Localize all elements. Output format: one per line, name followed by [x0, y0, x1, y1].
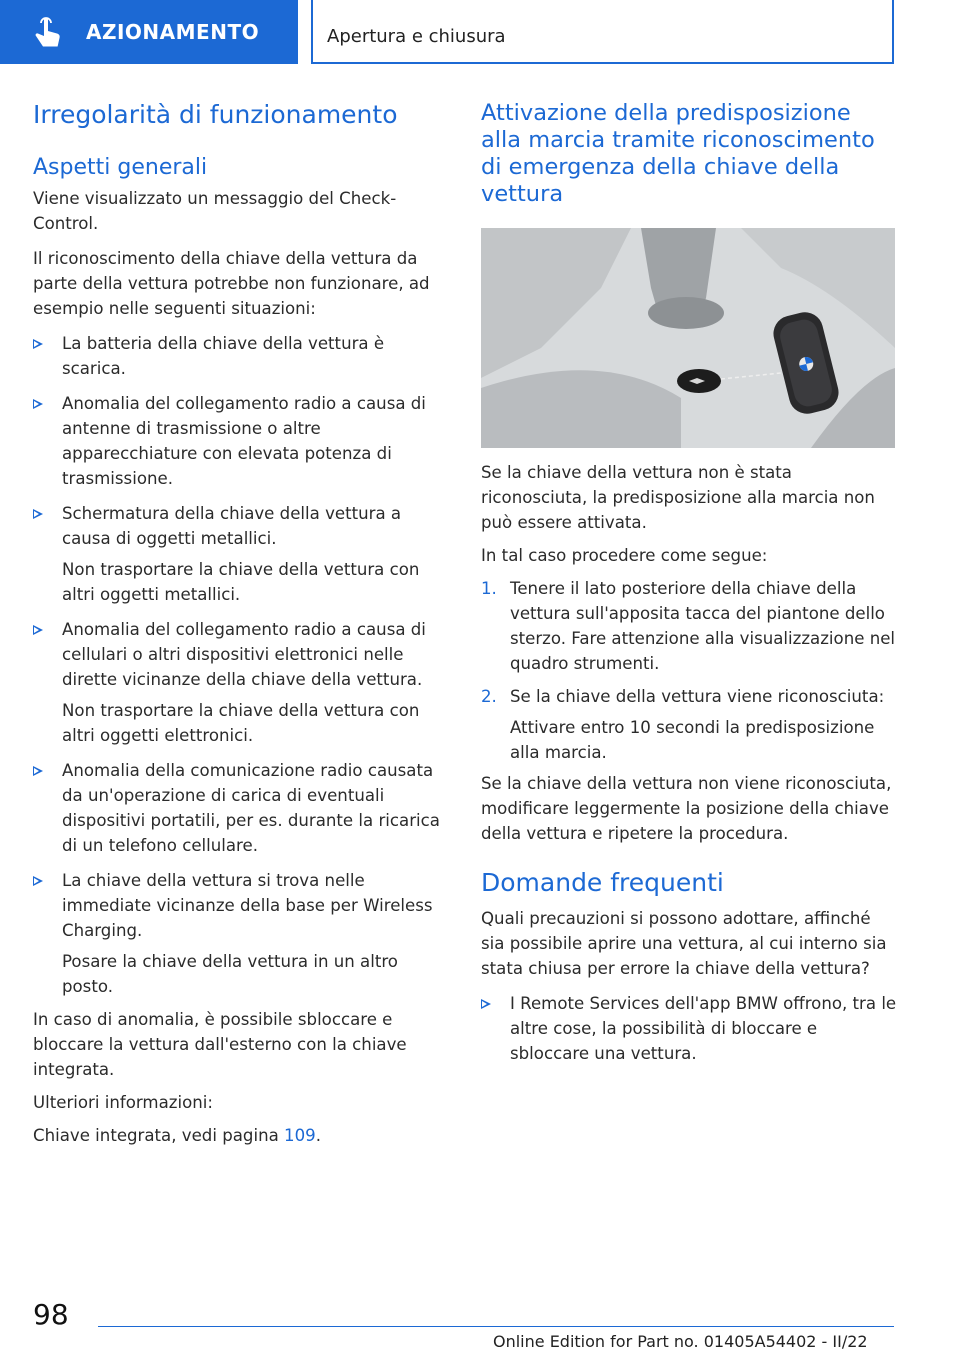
list-item — [33, 758, 449, 858]
page-link[interactable]: 109 — [284, 1126, 316, 1145]
step-number: 1. — [481, 579, 497, 598]
step-item — [481, 684, 897, 765]
list-item-text: La batteria della chiave della vettura è scarica. — [62, 334, 385, 378]
step-text: Tenere il lato posteriore della chiave della vettura sull'apposita tacca del piantone dello sterzo. Fare attenzione alla visualizzazione nel quadro strumenti. — [510, 579, 896, 673]
step-text: Se la chiave della vettura viene riconosciuta: — [510, 687, 885, 706]
chapter-box — [311, 0, 894, 64]
bullet-triangle-icon — [33, 339, 43, 349]
chapter-label: Apertura e chiusura — [327, 26, 506, 47]
footer-divider — [98, 1326, 894, 1327]
step-item — [481, 576, 897, 676]
cross-reference-text: Chiave integrata, vedi pagina — [33, 1126, 285, 1145]
list-item — [33, 391, 449, 491]
faq-question: Quali precauzioni si possono adottare, affinché sia possibile aprire una vettura, al cui interno sia stata chiusa per errore la chiave della vettura? — [481, 909, 887, 978]
edition-footer: Online Edition for Part no. 01405A54402 - II/22 — [493, 1332, 868, 1351]
section-label: AZIONAMENTO — [86, 20, 260, 44]
section-tab — [0, 0, 298, 64]
list-item-text: Anomalia della comunicazione radio causata da un'operazione di carica di eventuali dispositivi portatili, per es. durante la ricarica di un telefono cellulare. — [62, 761, 440, 855]
list-item-note: Non trasportare la chiave della vettura con altri oggetti metallici. — [62, 560, 420, 604]
page-number: 98 — [33, 1298, 69, 1331]
paragraph: In caso di anomalia, è possibile sbloccare e bloccare la vettura dall'esterno con la chiave integrata. — [33, 1010, 407, 1079]
cross-reference-end: . — [315, 1126, 321, 1145]
list-item-text: Anomalia del collegamento radio a causa di cellulari o altri dispositivi elettronici nelle dirette vicinanze della chiave della vettura. — [62, 620, 426, 689]
list-item-note: Posare la chiave della vettura in un altro posto. — [62, 952, 398, 996]
bullet-triangle-icon — [33, 876, 43, 886]
list-item — [33, 617, 449, 748]
paragraph: In tal caso procedere come segue: — [481, 546, 768, 565]
left-column — [33, 100, 449, 1148]
paragraph: Se la chiave della vettura non viene riconosciuta, modificare leggermente la posizione della chiave della vettura e ripetere la procedura. — [481, 774, 892, 843]
list-item — [33, 331, 449, 381]
step-note: Attivare entro 10 secondi la predisposizione alla marcia. — [510, 718, 875, 762]
bullet-triangle-icon — [33, 766, 43, 776]
list-item — [33, 501, 449, 607]
hand-touch-icon — [32, 15, 66, 49]
paragraph: Ulteriori informazioni: — [33, 1093, 213, 1112]
steps-list — [481, 576, 897, 765]
list-item-note: Non trasportare la chiave della vettura con altri oggetti elettronici. — [62, 701, 420, 745]
faq-answer: I Remote Services dell'app BMW offrono, tra le altre cose, la possibilità di bloccare e sbloccare una vettura. — [510, 994, 897, 1063]
emergency-detection-heading: Attivazione della predisposizione alla marcia tramite riconoscimento di emergenza della chiave della vettura — [481, 100, 875, 207]
list-item — [33, 868, 449, 999]
malfunction-heading: Irregolarità di funzionamento — [33, 100, 398, 129]
paragraph: Il riconoscimento della chiave della vettura da parte della vettura potrebbe non funzionare, ad esempio nelle seguenti situazioni: — [33, 249, 430, 318]
bullet-triangle-icon — [33, 399, 43, 409]
steering-column-key-image — [481, 228, 895, 448]
paragraph: Viene visualizzato un messaggio del Check-Control. — [33, 189, 397, 233]
faq-heading: Domande frequenti — [481, 868, 724, 897]
bullet-triangle-icon — [481, 999, 491, 1009]
cross-reference — [33, 1123, 449, 1148]
list-item-text: Schermatura della chiave della vettura a causa di oggetti metallici. — [62, 504, 402, 548]
right-column — [481, 100, 897, 1066]
list-item-text: La chiave della vettura si trova nelle immediate vicinanze della base per Wireless Charging. — [62, 871, 433, 940]
general-subheading: Aspetti generali — [33, 155, 208, 180]
list-item-text: Anomalia del collegamento radio a causa di antenne di trasmissione o altre apparecchiature con elevata potenza di trasmissione. — [62, 394, 426, 488]
bullet-triangle-icon — [33, 625, 43, 635]
faq-answer-item — [481, 991, 897, 1066]
steering-column-illustration — [481, 228, 895, 448]
paragraph: Se la chiave della vettura non è stata riconosciuta, la predisposizione alla marcia non può essere attivata. — [481, 463, 875, 532]
situation-list — [33, 331, 449, 999]
bullet-triangle-icon — [33, 509, 43, 519]
step-number: 2. — [481, 687, 497, 706]
